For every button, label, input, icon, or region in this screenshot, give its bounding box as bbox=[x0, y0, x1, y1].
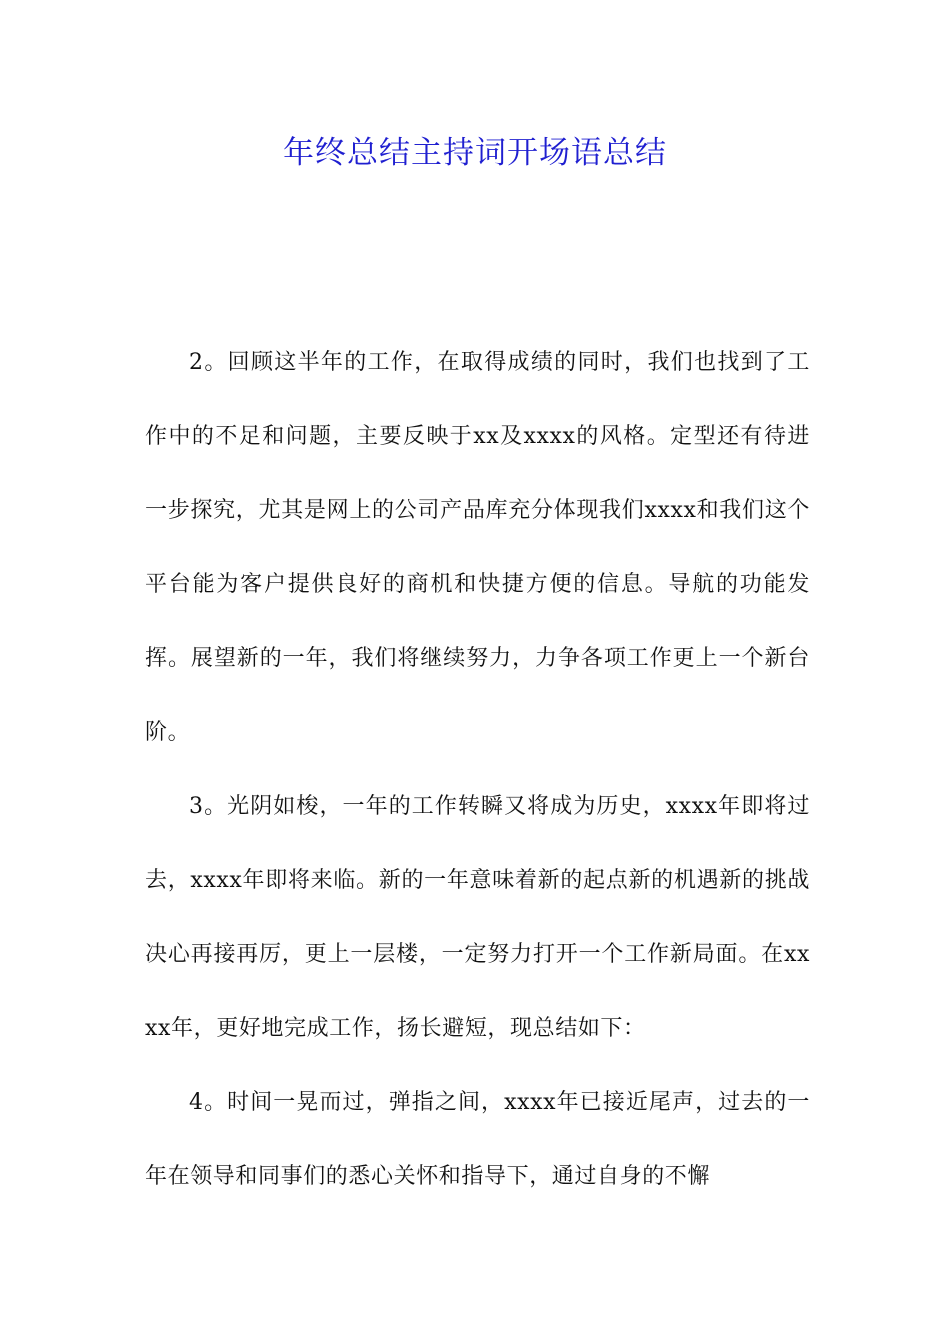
document-body bbox=[145, 326, 810, 1214]
paragraph-2: 2。回顾这半年的工作，在取得成绩的同时，我们也找到了工作中的不足和问题，主要反映于xx及xxxx的风格。定型还有待进一步探究，尤其是网上的公司产品库充分体现我们xxxx和我们这个平台能为客户提供良好的商机和快捷方便的信息。导航的功能发挥。展望新的一年，我们将继续努力，力争各项工作更上一个新台阶。 bbox=[145, 350, 810, 745]
paragraph-3: 3。光阴如梭，一年的工作转瞬又将成为历史，xxxx年即将过去，xxxx年即将来临。新的一年意味着新的起点新的机遇新的挑战决心再接再厉，更上一层楼，一定努力打开一个工作新局面。在xxxx年，更好地完成工作，扬长避短，现总结如下： bbox=[145, 794, 810, 1041]
document-title: 年终总结主持词开场语总结 bbox=[283, 135, 667, 171]
paragraph-4: 4。时间一晃而过，弹指之间，xxxx年已接近尾声，过去的一年在领导和同事们的悉心关怀和指导下，通过自身的不懈 bbox=[145, 1090, 810, 1189]
